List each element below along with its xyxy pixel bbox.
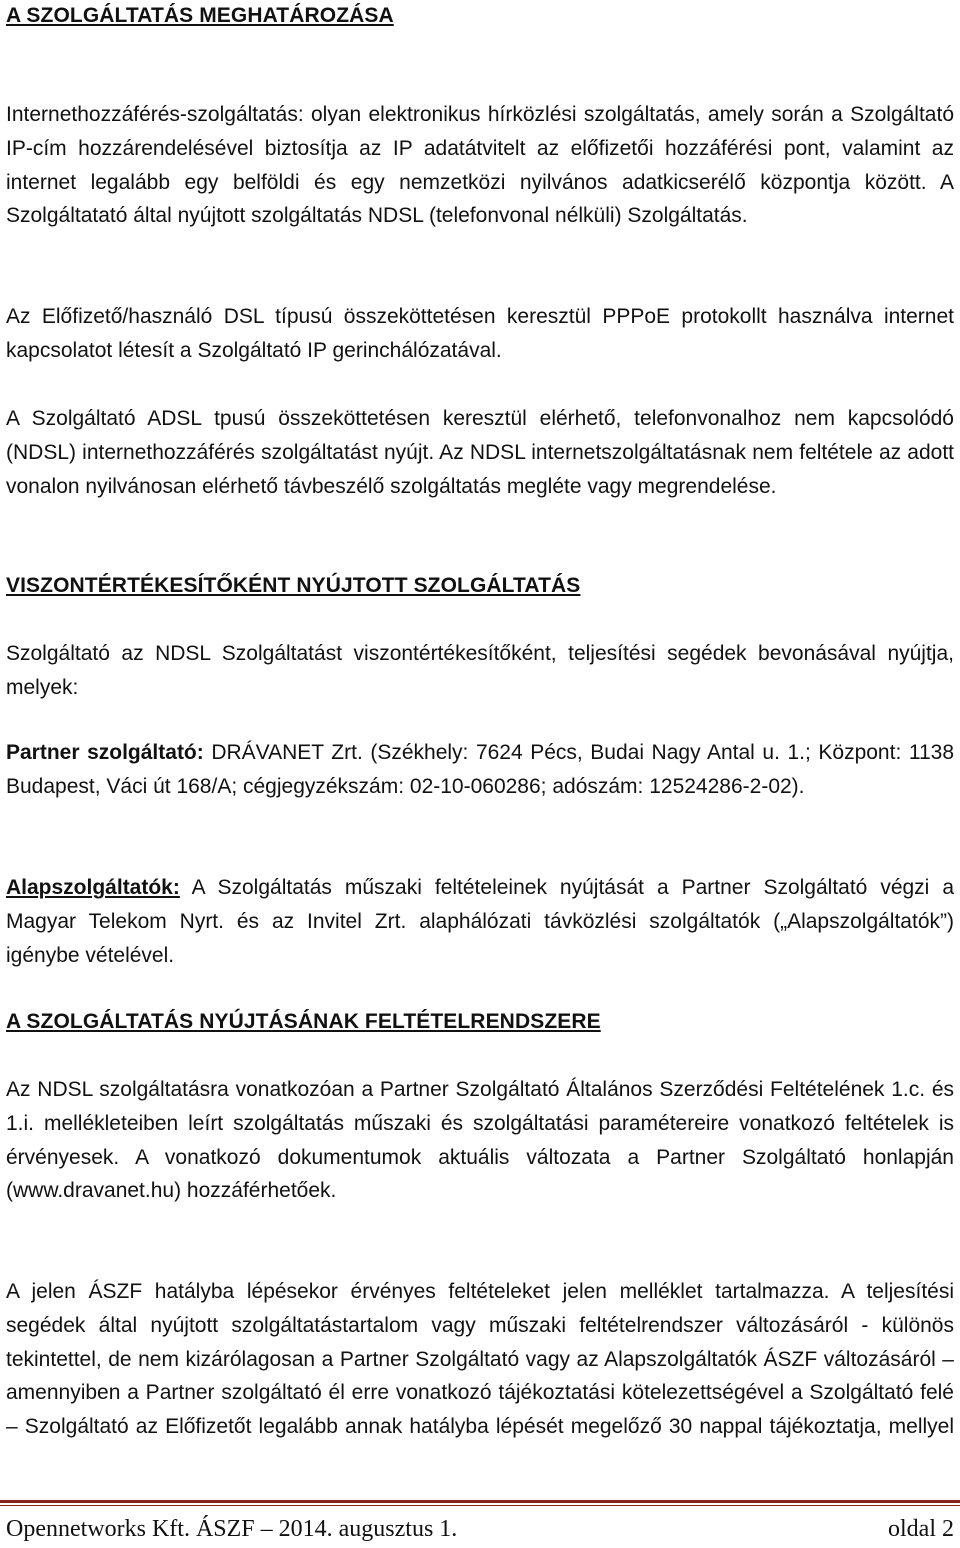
paragraph-ndsl-service: A Szolgáltató ADSL tpusú összeköttetésen keresztül elérhető, telefonvonalhoz nem kapcsolódó (NDSL) internethozzáférés szolgáltatást nyújt. Az NDSL internetszolgáltatásnak nem feltétele az adott vonalon nyilvánosan elérhető távbeszélő szolgáltatás megléte vagy megrendelése. (6, 407, 954, 498)
paragraph-pppoe-connection: Az Előfizető/használó DSL típusú összeköttetésen keresztül PPPoE protokollt használva internet kapcsolatot létesít a Szolgáltató IP gerinchálózatával. (6, 305, 954, 362)
section-heading-reseller: VISZONTÉRTÉKESÍTŐKÉNT NYÚJTOTT SZOLGÁLTATÁS (6, 574, 581, 597)
base-providers-text: A Szolgáltatás műszaki feltételeinek nyújtását a Partner Szolgáltató végzi a Magyar Telekom Nyrt. és az Invitel Zrt. alaphálózati távközlési szolgáltatók („Alapszolgáltatók”) igénybe vételével. (6, 876, 954, 967)
paragraph-notification: A jelen ÁSZF hatályba lépésekor érvényes feltételeket jelen melléklet tartalmazza. A teljesítési segédek által nyújtott szolgáltatástartalom vagy műszaki feltételrendszer változásáról - különös tekintettel, de nem kizárólagosan a Partner Szolgáltató vagy az Alapszolgáltatók ÁSZF változásáról – amennyiben a Partner szolgáltató él erre vonatkozó tájékoztatási kötelezettségével a Szolgáltató felé – Szolgáltató az Előfizetőt legalább annak hatályba lépését megelőző 30 nappal tájékoztatja, mellyel (6, 1280, 954, 1439)
footer-page-number: oldal 2 (888, 1516, 954, 1542)
partner-provider-text: DRÁVANET Zrt. (Székhely: 7624 Pécs, Budai Nagy Antal u. 1.; Központ: 1138 Budapest, Váci út 168/A; cégjegyzékszám: 02-10-060286; adószám: 12524286-2-02). (6, 741, 954, 798)
paragraph-partner-provider (6, 736, 954, 804)
partner-provider-label: Partner szolgáltató: (6, 741, 204, 764)
footer-document-title: Opennetworks Kft. ÁSZF – 2014. augusztus 1. (6, 1516, 458, 1542)
paragraph-internet-access-definition: Internethozzáférés-szolgáltatás: olyan elektronikus hírközlési szolgáltatás, amely során a Szolgáltató IP-cím hozzárendelésével biztosítja az IP adatátvitelt az előfizetői hozzáférési pont, valamint az internet legalább egy belföldi és egy nemzetközi nyilvános adatkicserélő központja között. A Szolgáltatató által nyújtott szolgáltatás NDSL (telefonvonal nélküli) Szolgáltatás. (6, 103, 954, 228)
paragraph-reseller-intro: Szolgáltató az NDSL Szolgáltatást viszontértékesítőként, teljesítési segédek bevonásával nyújtja, melyek: (6, 642, 954, 699)
base-providers-label: Alapszolgáltatók: (6, 876, 180, 899)
page-footer (6, 1514, 954, 1548)
section-heading-conditions: A SZOLGÁLTATÁS NYÚJTÁSÁNAK FELTÉTELRENDSZERE (6, 1010, 601, 1033)
paragraph-conditions: Az NDSL szolgáltatásra vonatkozóan a Partner Szolgáltató Általános Szerződési Feltételének 1.c. és 1.i. mellékleteiben leírt szolgáltatás műszaki és szolgáltatási paramétereire vonatkozó feltételek is érvényesek. A vonatkozó dokumentumok aktuális változata a Partner Szolgáltató honlapján (www.dravanet.hu) hozzáférhetőek. (6, 1078, 954, 1203)
footer-rule-thin (0, 1505, 960, 1506)
section-heading-definition: A SZOLGÁLTATÁS MEGHATÁROZÁSA (6, 4, 394, 27)
paragraph-base-providers (6, 871, 954, 972)
footer-rule-thick (0, 1500, 960, 1503)
